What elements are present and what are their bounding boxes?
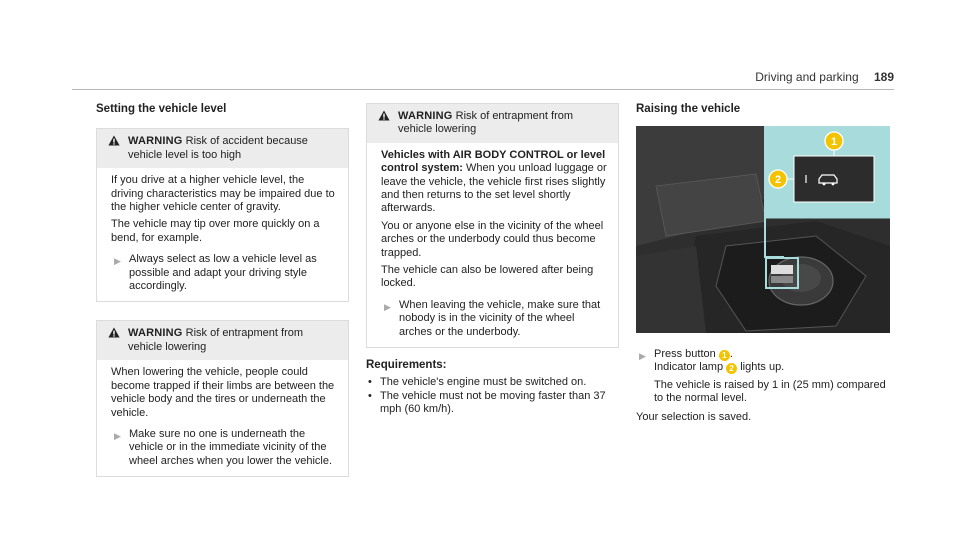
section-heading: Setting the vehicle level <box>96 103 227 115</box>
action-text: Always select as low a vehicle level as possible and adapt your driving style accordingly. <box>129 253 317 293</box>
center-console-illustration <box>636 126 890 333</box>
warning-text: The vehicle may tip over more quickly on a bend, for example. <box>111 218 320 244</box>
action-step <box>111 253 338 293</box>
callout-badge: 2 <box>726 363 737 374</box>
warning-text: The vehicle can also be lowered after being locked. <box>381 264 594 290</box>
callout-badge: 1 <box>719 350 730 361</box>
warning-label: WARNING <box>128 327 183 340</box>
header-rule <box>72 89 894 90</box>
warning-body <box>97 168 348 301</box>
warning-label: WARNING <box>398 110 453 122</box>
warning-box-accident <box>96 128 349 302</box>
step-note: The vehicle is raised by 1 in (25 mm) compared to the normal level. <box>654 378 886 405</box>
column-1 <box>96 103 349 477</box>
requirements-heading: Requirements: <box>366 359 447 372</box>
warning-text-continued: When you unload luggage or leave the vehicle, the vehicle first rises slightly and then returns to the set level shortly afterwards. <box>381 162 607 215</box>
page-number: 189 <box>873 70 894 84</box>
action-arrow-icon: ▶ <box>384 301 391 312</box>
warning-label: WARNING <box>128 135 183 148</box>
warning-text <box>381 149 608 216</box>
warning-headline: Risk of entrapment from vehicle lowering <box>128 327 304 353</box>
action-step <box>111 428 338 468</box>
column-2 <box>366 103 619 418</box>
warning-triangle-icon <box>108 135 120 146</box>
warning-text: If you drive at a higher vehicle level, the driving characteristics may be impaired due to the higher vehicle center of gravity. <box>111 174 335 214</box>
warning-box-entrapment <box>96 320 349 477</box>
warning-box-lowering <box>366 103 619 348</box>
warning-body <box>367 143 618 347</box>
step-text: Press button <box>654 348 719 360</box>
action-arrow-icon: ▶ <box>114 256 121 267</box>
step-text: lights up. <box>737 361 785 374</box>
bullet-icon: • <box>368 375 372 388</box>
requirements-list <box>366 376 619 417</box>
warning-headline: Risk of entrapment from vehicle lowering <box>398 110 574 136</box>
warning-text: You or anyone else in the vicinity of the wheel arches or the underbody could thus become trapped. <box>381 219 604 259</box>
warning-header <box>367 104 618 143</box>
page-header <box>755 70 894 84</box>
warning-triangle-icon <box>108 327 120 338</box>
section-title: Driving and parking <box>755 70 859 84</box>
warning-headline: Risk of accident because vehicle level is too high <box>128 135 308 161</box>
callout-2-number: 2 <box>774 174 782 186</box>
list-item <box>366 376 619 389</box>
warning-body <box>97 360 348 476</box>
result-text: Your selection is saved. <box>636 410 752 423</box>
action-arrow-icon: ▶ <box>114 430 121 441</box>
requirement-text: The vehicle must not be moving faster than 37 mph (60 km/h). <box>380 389 606 416</box>
requirement-text: The vehicle's engine must be switched on. <box>380 375 587 388</box>
step-text: Indicator lamp <box>654 361 727 374</box>
callout-1-number: 1 <box>830 136 838 148</box>
warning-triangle-icon <box>378 110 390 121</box>
action-text: Make sure no one is underneath the vehicle or in the immediate vicinity of the wheel arches when you lower the vehicle. <box>129 427 333 467</box>
vehicle-condition-label: Vehicles with AIR BODY CONTROL or level control system: <box>381 148 606 175</box>
bullet-icon: • <box>368 389 372 402</box>
action-arrow-icon: ▶ <box>639 351 646 361</box>
warning-header <box>97 129 348 168</box>
warning-text: When lowering the vehicle, people could become trapped if their limbs are between the vehicle body and the tires or underneath the vehicle. <box>111 366 335 419</box>
column-3 <box>636 103 894 116</box>
warning-header <box>97 321 348 360</box>
action-text: When leaving the vehicle, make sure that nobody is in the vicinity of the wheel arches or the underbody. <box>399 298 601 338</box>
column-3-steps <box>636 348 894 424</box>
section-heading: Raising the vehicle <box>636 103 741 115</box>
list-item <box>366 390 619 417</box>
action-step: ▶ Press button 1 . Indicator lamp 2 lights up. The vehicle is raised by 1 in (25 mm) compared to the normal level. <box>636 348 894 406</box>
action-step <box>381 299 608 339</box>
